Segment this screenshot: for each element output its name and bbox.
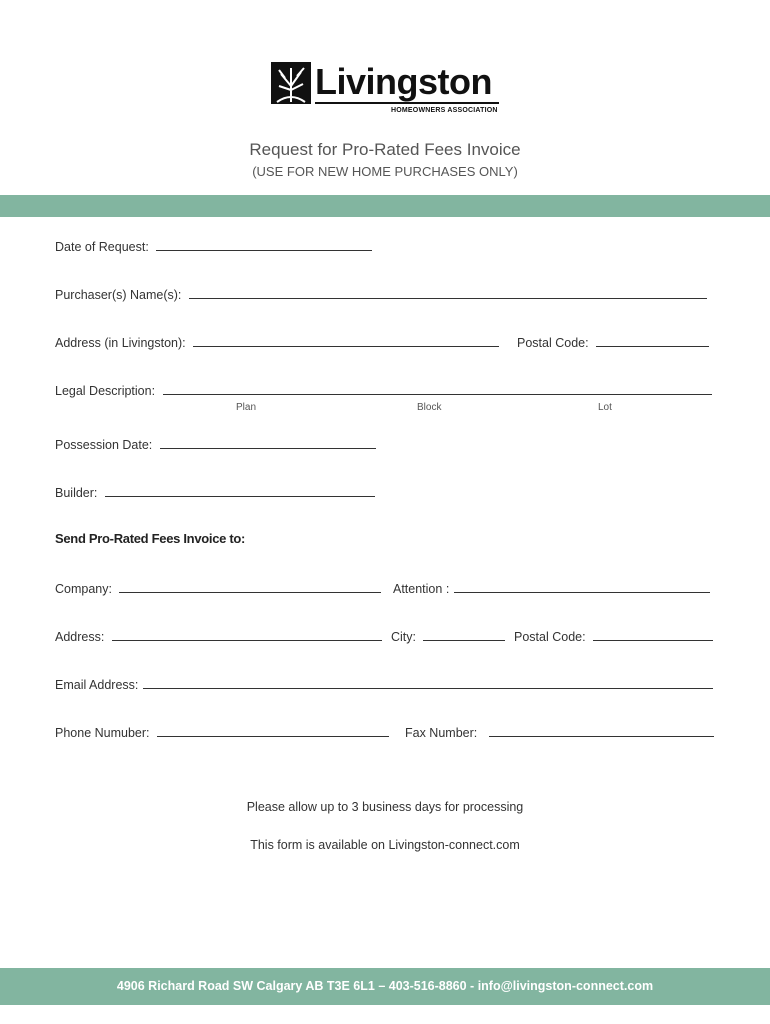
- availability-note: This form is available on Livingston-connect.com: [250, 838, 520, 852]
- company-row: [55, 580, 381, 596]
- builder-row: [55, 484, 375, 500]
- phone-row: [55, 724, 389, 740]
- purchasers-label: Purchaser(s) Name(s):: [55, 288, 182, 302]
- address-livingston-label: Address (in Livingston):: [55, 336, 186, 350]
- processing-note: Please allow up to 3 business days for processing: [246, 800, 524, 814]
- possession-date-row: [55, 436, 376, 452]
- header-band: [0, 195, 770, 217]
- postal-code-1-field[interactable]: [596, 334, 709, 347]
- lot-label: Lot: [598, 402, 612, 413]
- logo-underline: [315, 102, 499, 104]
- legal-description-field[interactable]: [163, 382, 712, 395]
- date-of-request-field[interactable]: [156, 238, 372, 251]
- phone-label: Phone Numuber:: [55, 726, 150, 740]
- postal-code-2-label: Postal Code:: [514, 630, 586, 644]
- logo-tagline: HOMEOWNERS ASSOCIATION: [391, 107, 498, 114]
- tree-icon: [271, 62, 311, 104]
- footer-contact: 4906 Richard Road SW Calgary AB T3E 6L1 – 403-516-8860 - info@livingston-connect.com: [116, 979, 654, 993]
- plan-label: Plan: [236, 402, 257, 413]
- email-label: Email Address:: [55, 678, 139, 692]
- attention-label: Attention :: [393, 582, 450, 596]
- address-label: Address:: [55, 630, 105, 644]
- email-field[interactable]: [143, 676, 713, 689]
- date-of-request-label: Date of Request:: [55, 240, 149, 254]
- address-livingston-row: [55, 334, 499, 350]
- builder-label: Builder:: [55, 486, 98, 500]
- purchasers-row: [55, 286, 707, 302]
- company-field[interactable]: [119, 580, 381, 593]
- page-subtitle: (USE FOR NEW HOME PURCHASES ONLY): [252, 164, 518, 179]
- legal-description-label: Legal Description:: [55, 384, 156, 398]
- date-of-request-row: [55, 238, 372, 254]
- city-row: [391, 628, 505, 644]
- purchasers-field[interactable]: [189, 286, 707, 299]
- logo-name: Livingston: [315, 61, 492, 102]
- builder-field[interactable]: [105, 484, 375, 497]
- city-field[interactable]: [423, 628, 505, 641]
- postal-code-1-row: [517, 334, 709, 350]
- attention-field[interactable]: [454, 580, 710, 593]
- city-label: City:: [391, 630, 416, 644]
- fax-label: Fax Number:: [405, 726, 478, 740]
- attention-row: [393, 580, 710, 596]
- address-row: [55, 628, 382, 644]
- possession-date-label: Possession Date:: [55, 438, 153, 452]
- postal-code-2-field[interactable]: [593, 628, 713, 641]
- page-title: Request for Pro-Rated Fees Invoice: [249, 140, 521, 159]
- send-to-heading: Send Pro-Rated Fees Invoice to:: [55, 531, 246, 546]
- footer-band: [0, 968, 770, 1005]
- livingston-logo: [271, 62, 499, 118]
- block-label: Block: [417, 402, 442, 413]
- address-field[interactable]: [112, 628, 382, 641]
- postal-code-2-row: [514, 628, 713, 644]
- fax-row: [405, 724, 714, 740]
- fax-field[interactable]: [489, 724, 714, 737]
- possession-date-field[interactable]: [160, 436, 376, 449]
- phone-field[interactable]: [157, 724, 389, 737]
- company-label: Company:: [55, 582, 112, 596]
- postal-code-1-label: Postal Code:: [517, 336, 589, 350]
- address-livingston-field[interactable]: [193, 334, 499, 347]
- email-row: [55, 676, 713, 692]
- legal-description-row: [55, 382, 712, 398]
